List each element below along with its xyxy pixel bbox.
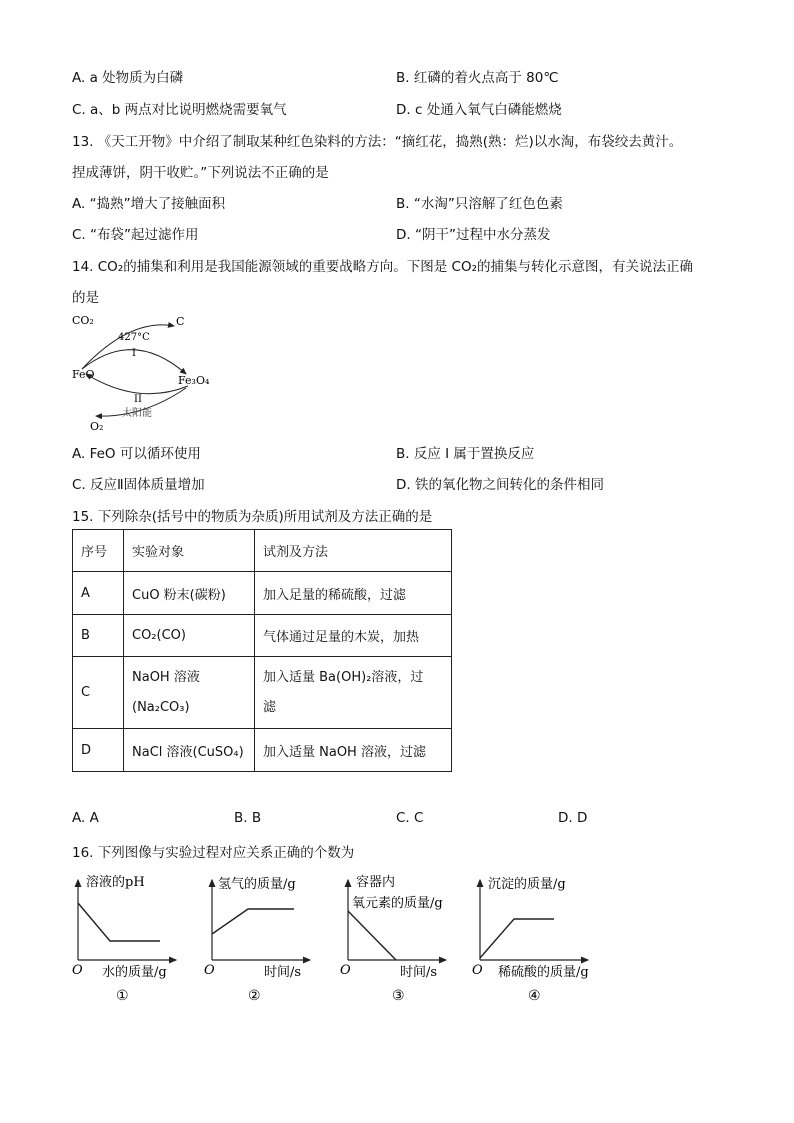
graph-4-ylabel: 沉淀的质量/g: [488, 877, 566, 892]
graph-1-origin: O: [72, 963, 83, 978]
o2-label: O₂: [90, 420, 104, 433]
graph-2: [204, 877, 310, 1004]
graph-4-number: ④: [528, 988, 541, 1004]
q13-option-b: B. “水淘”只溶解了红色色素: [396, 196, 563, 212]
q13-option-d: D. “阴干”过程中水分蒸发: [396, 227, 551, 243]
graph-3-number: ③: [392, 988, 405, 1004]
fe3o4-label: Fe₃O₄: [178, 374, 210, 387]
graph-2-xlabel: 时间/s: [264, 965, 302, 980]
graph-3-xlabel: 时间/s: [400, 965, 438, 980]
graph-2-number: ②: [248, 988, 261, 1004]
q15-stem: 15. 下列除杂(括号中的物质为杂质)所用试剂及方法正确的是: [72, 509, 433, 525]
q13-option-c: C. “布袋”起过滤作用: [72, 227, 199, 243]
row-method-line2: 滤: [263, 699, 277, 715]
graph-3-ylabel-line2: 氧元素的质量/g: [352, 896, 443, 911]
row-id: A: [73, 572, 124, 615]
row-method: 加入适量 NaOH 溶液，过滤: [255, 729, 452, 772]
row-object: CuO 粉末(碳粉): [124, 572, 255, 615]
q14-option-b: B. 反应 I 属于置换反应: [396, 446, 535, 462]
q14-option-a: A. FeO 可以循环使用: [72, 446, 201, 462]
header-cell-id: 序号: [73, 530, 124, 572]
q16-graphs: [66, 868, 626, 1008]
graph-1: [72, 874, 176, 1004]
q14-stem-line1: 14. CO₂的捕集和利用是我国能源领域的重要战略方向。下图是 CO₂的捕集与转化示意图，有关说法正确: [72, 259, 693, 275]
row-object: NaCl 溶液(CuSO₄): [124, 729, 255, 772]
graph-1-ylabel: 溶液的pH: [86, 875, 145, 890]
row-object: [124, 657, 255, 729]
row-id: C: [73, 657, 124, 729]
q12-option-d: D. c 处通入氧气白磷能燃烧: [396, 102, 562, 118]
arrow-fe3o4-to-feo: [86, 374, 188, 394]
reaction-1-label: I: [132, 348, 136, 359]
q15-option-d: D. D: [558, 810, 588, 826]
graph-1-line: [78, 903, 160, 941]
row-method: 加入足量的稀硫酸，过滤: [255, 572, 452, 615]
graph-3-ylabel-line1: 容器内: [356, 875, 396, 890]
co2-label: CO₂: [72, 314, 94, 327]
carbon-label: C: [176, 315, 185, 328]
q13-stem-line2: 捏成薄饼，阴干收贮。”下列说法不正确的是: [72, 165, 329, 181]
graph-4-xlabel: 稀硫酸的质量/g: [498, 965, 589, 980]
q15-option-c: C. C: [396, 810, 424, 826]
graph-3-line: [348, 911, 396, 960]
q12-option-c: C. a、b 两点对比说明燃烧需要氧气: [72, 102, 287, 118]
table-header-row: [73, 530, 452, 572]
q15-option-b: B. B: [234, 810, 262, 826]
co2-conversion-diagram: [68, 306, 228, 436]
table-row: [73, 729, 452, 772]
q13-option-a: A. “捣熟”增大了接触面积: [72, 196, 226, 212]
table-row: [73, 615, 452, 657]
q14-option-c: C. 反应Ⅱ固体质量增加: [72, 477, 205, 493]
row-object-line2: (Na₂CO₃): [132, 699, 190, 715]
q13-stem-line1: 13. 《天工开物》中介绍了制取某种红色染料的方法：“摘红花，捣熟(熟：烂)以水淘，布袋绞去黄汁。: [72, 134, 683, 150]
purification-table: [72, 529, 452, 772]
q12-option-a: A. a 处物质为白磷: [72, 70, 184, 86]
row-id: D: [73, 729, 124, 772]
graph-2-ylabel: 氢气的质量/g: [218, 877, 296, 892]
header-cell-method: 试剂及方法: [255, 530, 452, 572]
graph-4-line: [480, 919, 554, 958]
row-method: 气体通过足量的木炭，加热: [255, 615, 452, 657]
row-object: CO₂(CO): [124, 615, 255, 657]
graph-3: [340, 874, 446, 1004]
graph-4: [472, 876, 589, 1004]
q12-option-b: B. 红磷的着火点高于 80℃: [396, 70, 559, 86]
graph-3-origin: O: [340, 963, 351, 978]
row-id: B: [73, 615, 124, 657]
table-row: [73, 572, 452, 615]
header-cell-object: 实验对象: [124, 530, 255, 572]
solar-energy-label: 太阳能: [122, 408, 152, 419]
feo-label: FeO: [72, 368, 95, 381]
graph-2-origin: O: [204, 963, 215, 978]
row-method-line1: 加入适量 Ba(OH)₂溶液，过: [263, 669, 424, 685]
q14-option-d: D. 铁的氧化物之间转化的条件相同: [396, 477, 604, 493]
graph-1-xlabel: 水的质量/g: [102, 965, 167, 980]
table-row: [73, 657, 452, 729]
row-method: [255, 657, 452, 729]
row-object-line1: NaOH 溶液: [132, 669, 200, 685]
reaction-2-label: II: [134, 394, 142, 405]
temperature-label: 427°C: [118, 332, 150, 343]
q14-stem-line2: 的是: [72, 290, 99, 306]
graph-2-line: [212, 909, 294, 934]
graph-1-number: ①: [116, 988, 129, 1004]
q16-stem: 16. 下列图像与实验过程对应关系正确的个数为: [72, 845, 355, 861]
graph-4-origin: O: [472, 963, 483, 978]
q15-option-a: A. A: [72, 810, 99, 826]
